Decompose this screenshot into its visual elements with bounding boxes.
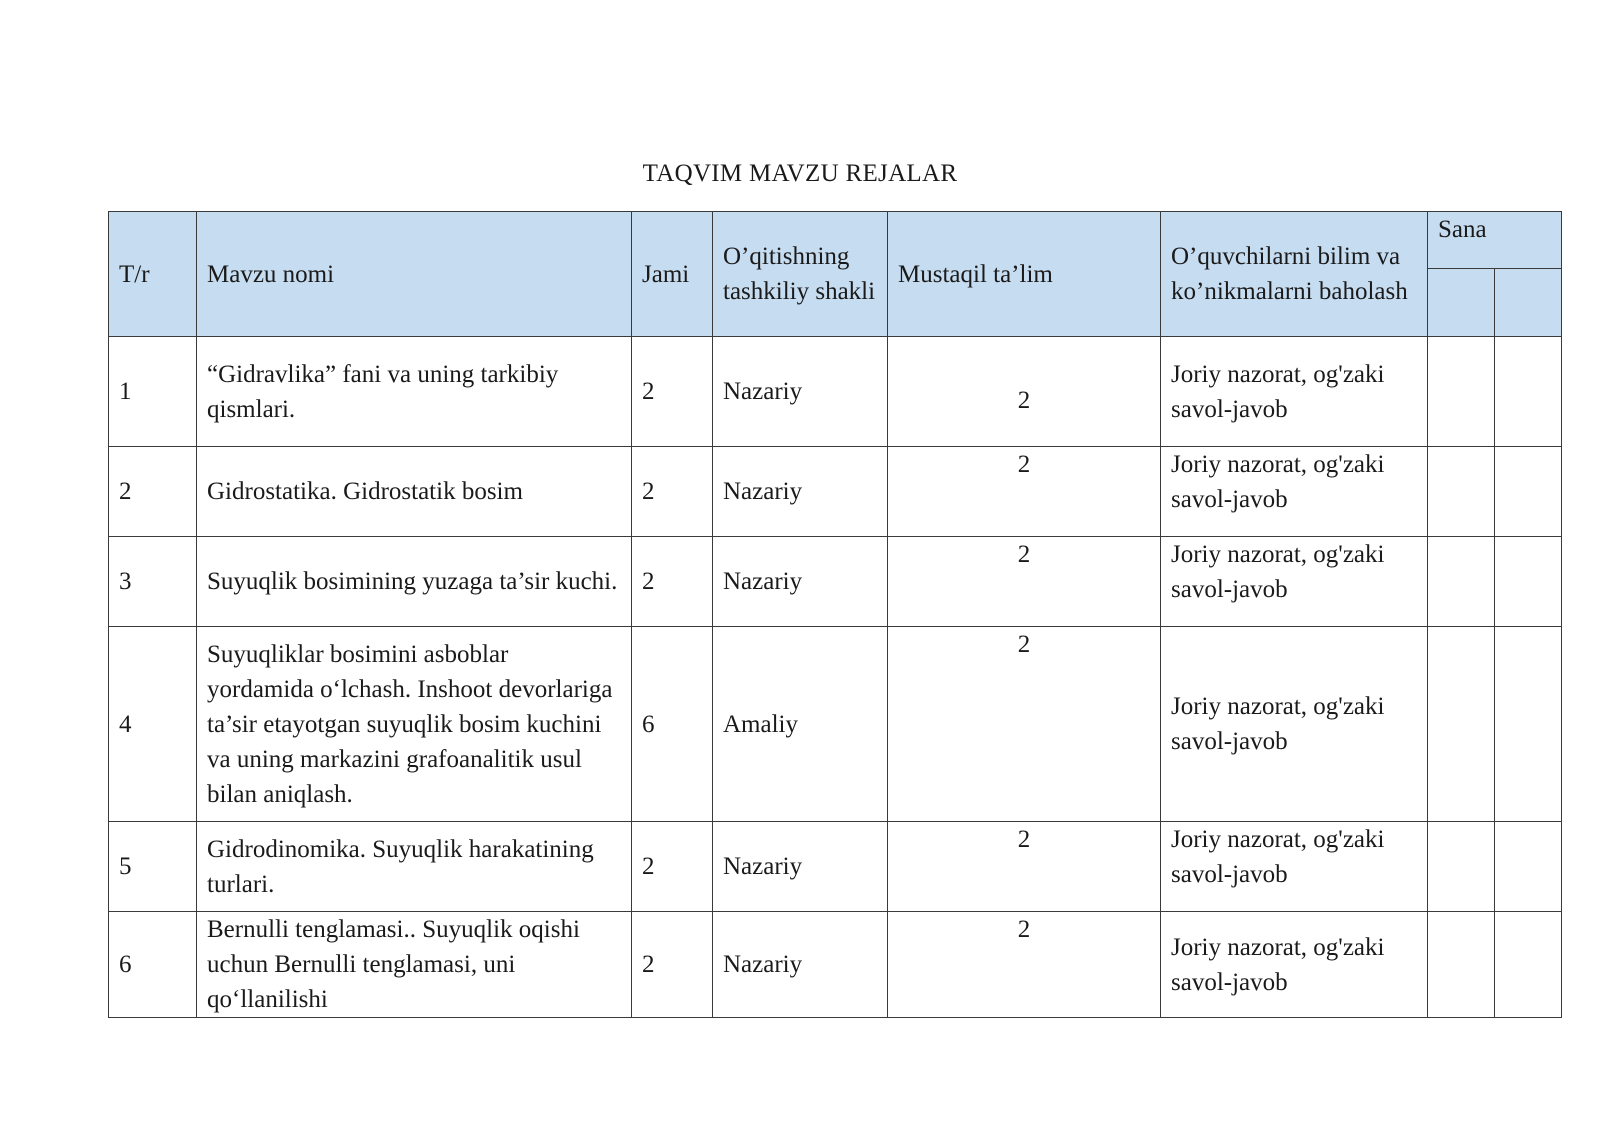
table-row bbox=[109, 537, 1562, 627]
table-row bbox=[109, 627, 1562, 822]
cell-self-study: 2 bbox=[888, 912, 1161, 1018]
cell-total: 2 bbox=[632, 822, 713, 912]
cell-form: Nazariy bbox=[713, 537, 888, 627]
cell-total: 2 bbox=[632, 912, 713, 1018]
table-row bbox=[109, 912, 1562, 1018]
cell-date-1 bbox=[1428, 822, 1495, 912]
cell-num: 2 bbox=[109, 447, 197, 537]
cell-self-study: 2 bbox=[888, 447, 1161, 537]
cell-total: 2 bbox=[632, 537, 713, 627]
header-self-study: Mustaqil ta’lim bbox=[888, 212, 1161, 337]
cell-self-study: 2 bbox=[888, 337, 1161, 447]
table-row bbox=[109, 822, 1562, 912]
cell-date-1 bbox=[1428, 447, 1495, 537]
cell-form: Amaliy bbox=[713, 627, 888, 822]
cell-date-2 bbox=[1495, 627, 1562, 822]
cell-topic: Bernulli tenglamasi.. Suyuqlik oqishi uchun Bernulli tenglamasi, uni qo‘llanilishi bbox=[197, 912, 632, 1018]
header-date-sub-2 bbox=[1495, 269, 1562, 337]
cell-num: 1 bbox=[109, 337, 197, 447]
header-form: O’qitishning tashkiliy shakli bbox=[713, 212, 888, 337]
cell-date-2 bbox=[1495, 337, 1562, 447]
cell-num: 6 bbox=[109, 912, 197, 1018]
cell-date-1 bbox=[1428, 337, 1495, 447]
cell-num: 4 bbox=[109, 627, 197, 822]
table-row bbox=[109, 337, 1562, 447]
cell-assessment: Joriy nazorat, og'zaki savol-javob bbox=[1161, 912, 1428, 1018]
cell-topic: Suyuqlik bosimining yuzaga ta’sir kuchi. bbox=[197, 537, 632, 627]
document-title: TAQVIM MAVZU REJALAR bbox=[642, 160, 958, 187]
cell-assessment: Joriy nazorat, og'zaki savol-javob bbox=[1161, 627, 1428, 822]
cell-date-1 bbox=[1428, 627, 1495, 822]
header-total: Jami bbox=[632, 212, 713, 337]
header-assessment: O’quvchilarni bilim va ko’nikmalarni baholash bbox=[1161, 212, 1428, 337]
cell-form: Nazariy bbox=[713, 912, 888, 1018]
cell-date-2 bbox=[1495, 912, 1562, 1018]
cell-self-study: 2 bbox=[888, 537, 1161, 627]
cell-date-2 bbox=[1495, 537, 1562, 627]
cell-form: Nazariy bbox=[713, 447, 888, 537]
cell-date-2 bbox=[1495, 822, 1562, 912]
calendar-plan-table bbox=[108, 211, 1562, 1018]
header-row bbox=[109, 212, 1562, 269]
cell-topic: Suyuqliklar bosimini asboblar yordamida o‘lchash. Inshoot devorlariga ta’sir etayotgan suyuqlik bosim kuchini va uning markazini grafoanalitik usul bilan aniqlash. bbox=[197, 627, 632, 822]
cell-assessment: Joriy nazorat, og'zaki savol-javob bbox=[1161, 537, 1428, 627]
cell-assessment: Joriy nazorat, og'zaki savol-javob bbox=[1161, 337, 1428, 447]
cell-num: 3 bbox=[109, 537, 197, 627]
cell-self-study: 2 bbox=[888, 627, 1161, 822]
cell-total: 6 bbox=[632, 627, 713, 822]
cell-form: Nazariy bbox=[713, 822, 888, 912]
cell-form: Nazariy bbox=[713, 337, 888, 447]
cell-date-2 bbox=[1495, 447, 1562, 537]
cell-assessment: Joriy nazorat, og'zaki savol-javob bbox=[1161, 822, 1428, 912]
cell-self-study: 2 bbox=[888, 822, 1161, 912]
header-date-sub-1 bbox=[1428, 269, 1495, 337]
header-date: Sana bbox=[1428, 212, 1562, 269]
table-row bbox=[109, 447, 1562, 537]
cell-date-1 bbox=[1428, 537, 1495, 627]
header-topic: Mavzu nomi bbox=[197, 212, 632, 337]
cell-date-1 bbox=[1428, 912, 1495, 1018]
cell-assessment: Joriy nazorat, og'zaki savol-javob bbox=[1161, 447, 1428, 537]
cell-topic: Gidrodinomika. Suyuqlik harakatining turlari. bbox=[197, 822, 632, 912]
cell-total: 2 bbox=[632, 447, 713, 537]
cell-topic: “Gidravlika” fani va uning tarkibiy qismlari. bbox=[197, 337, 632, 447]
cell-num: 5 bbox=[109, 822, 197, 912]
cell-topic: Gidrostatika. Gidrostatik bosim bbox=[197, 447, 632, 537]
cell-total: 2 bbox=[632, 337, 713, 447]
header-num: T/r bbox=[109, 212, 197, 337]
